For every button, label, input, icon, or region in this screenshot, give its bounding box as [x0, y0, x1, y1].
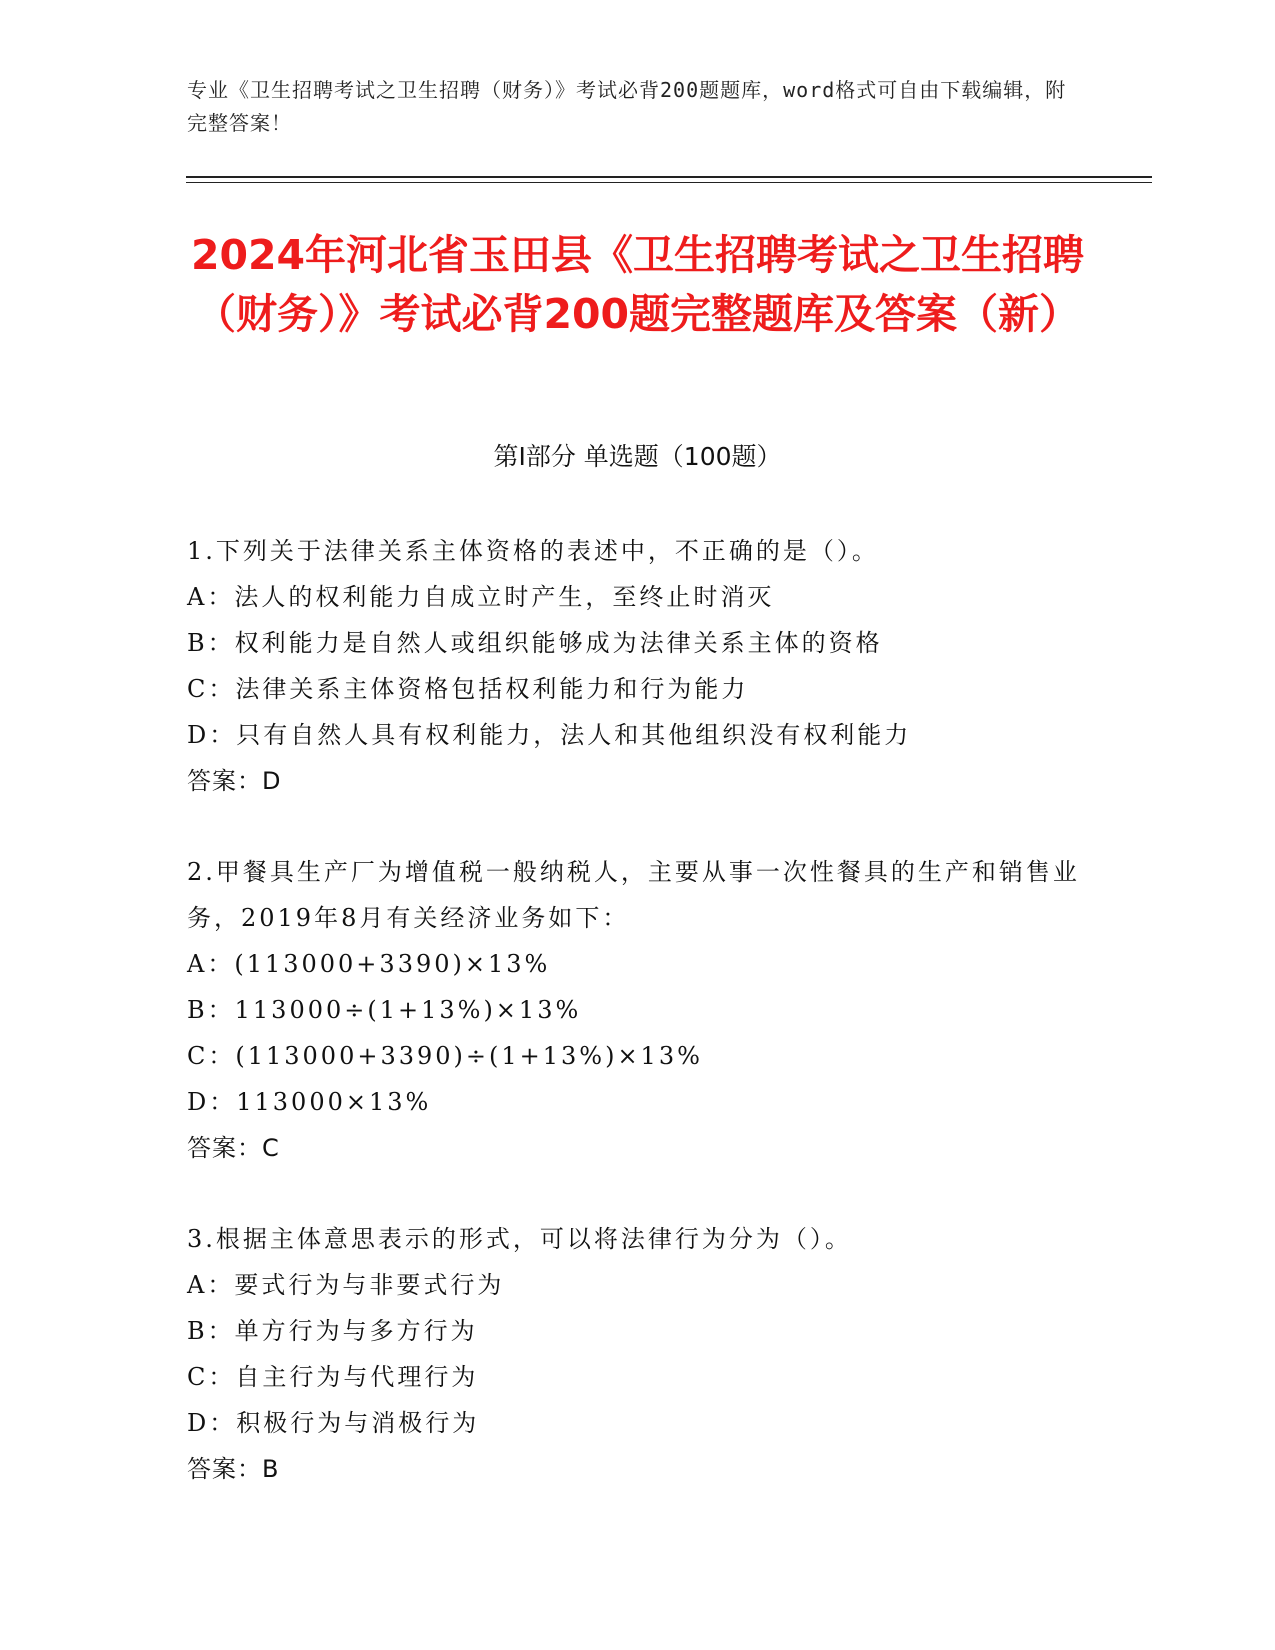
question-stem: 2.甲餐具生产厂为增值税一般纳税人，主要从事一次性餐具的生产和销售业务，2019年8月有关经济业务如下： [187, 858, 1080, 932]
option-b: B：权利能力是自然人或组织能够成为法律关系主体的资格 [187, 629, 883, 657]
option-d: D：113000×13% [187, 1088, 432, 1116]
option-c: C：自主行为与代理行为 [187, 1363, 479, 1391]
section-title: 第Ⅰ部分 单选题（100题） [493, 442, 782, 471]
question-list [187, 528, 1087, 1537]
option-a: A：要式行为与非要式行为 [187, 1271, 505, 1299]
option-d: D：只有自然人具有权利能力，法人和其他组织没有权利能力 [187, 721, 912, 749]
answer: 答案：D [187, 767, 282, 795]
option-b: B：单方行为与多方行为 [187, 1317, 478, 1345]
question-stem: 3.根据主体意思表示的形式，可以将法律行为分为（）。 [187, 1225, 852, 1253]
option-c: C：(113000+3390)÷(1+13%)×13% [187, 1042, 703, 1070]
header-rule [186, 176, 1152, 178]
header-note: 专业《卫生招聘考试之卫生招聘（财务）》考试必背200题题库，word格式可自由下载编辑，附完整答案！ [187, 78, 1067, 135]
option-d: D：积极行为与消极行为 [187, 1409, 480, 1437]
question-2 [187, 849, 1087, 1171]
option-a: A：法人的权利能力自成立时产生，至终止时消灭 [187, 583, 775, 611]
answer: 答案：B [187, 1455, 280, 1483]
document-title: 2024年河北省玉田县《卫生招聘考试之卫生招聘（财务）》考试必背200题完整题库及答案（新） [190, 231, 1085, 338]
option-a: A：(113000+3390)×13% [187, 950, 551, 978]
question-1 [187, 528, 1087, 804]
question-stem: 1.下列关于法律关系主体资格的表述中，不正确的是（）。 [187, 537, 879, 565]
question-3 [187, 1216, 1087, 1492]
option-b: B：113000÷(1+13%)×13% [187, 996, 582, 1024]
answer: 答案：C [187, 1134, 280, 1162]
header-rule-thin [186, 182, 1152, 183]
option-c: C：法律关系主体资格包括权利能力和行为能力 [187, 675, 749, 703]
